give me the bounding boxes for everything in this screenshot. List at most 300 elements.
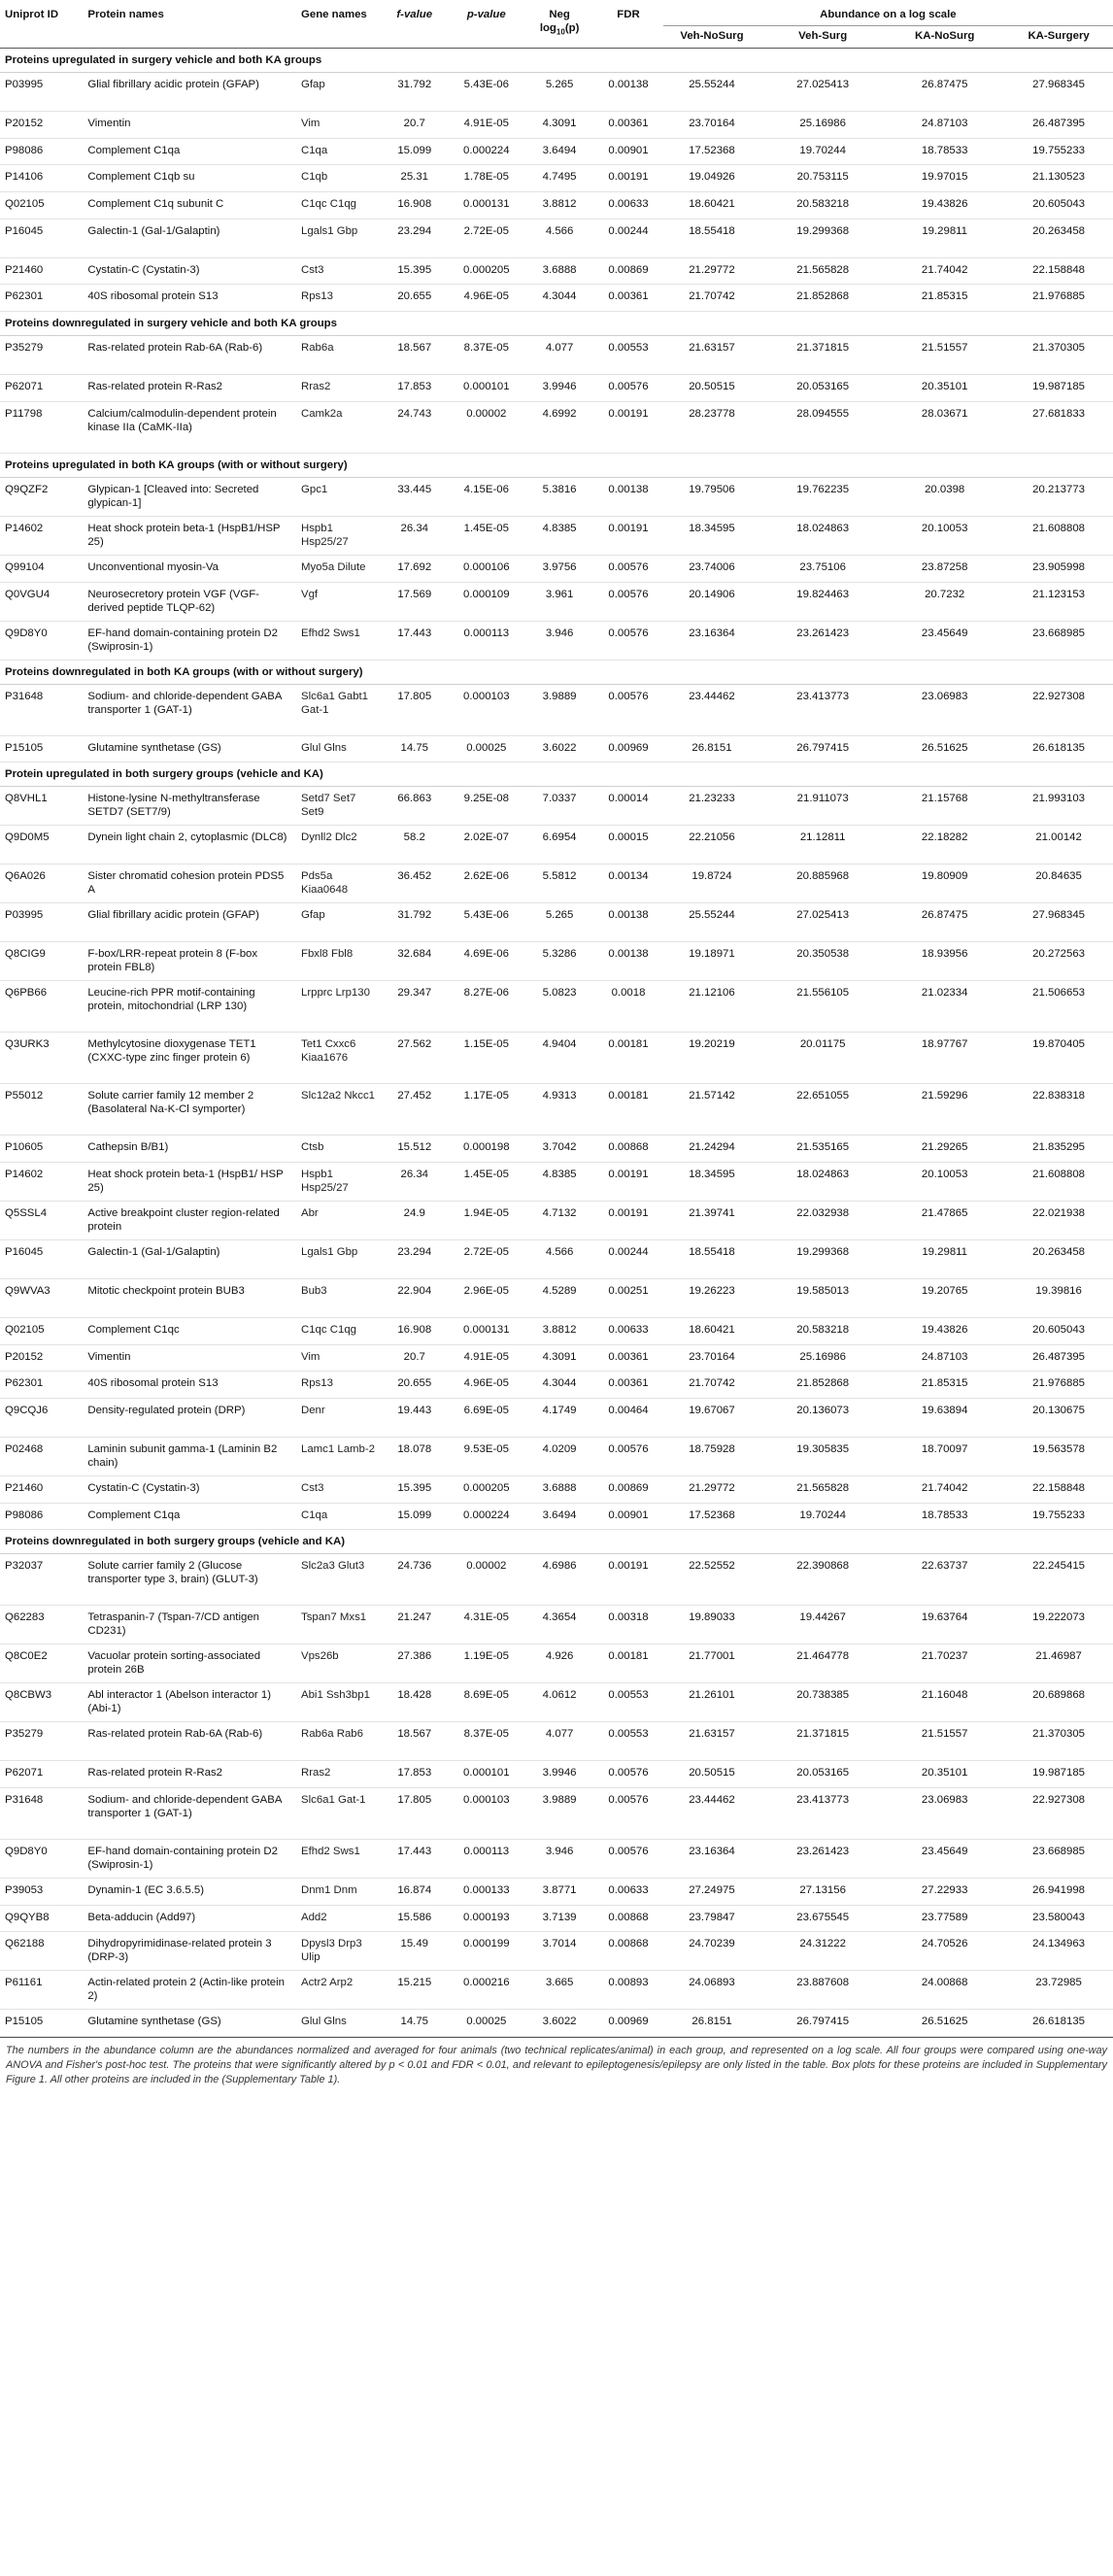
cell-fdr: 0.00318 [593,1606,663,1644]
table-row [0,1162,1113,1201]
table-body [0,49,1113,2037]
cell-uniprot-id: P16045 [0,1239,83,1278]
table-row [0,1644,1113,1683]
cell-veh-nosurg: 20.50515 [663,1761,760,1788]
cell-p-value: 0.000199 [448,1932,525,1971]
cell-ka-surgery: 21.370305 [1004,1722,1113,1761]
cell-p-value: 4.31E-05 [448,1606,525,1644]
cell-veh-surg: 20.136073 [760,1398,885,1437]
cell-ka-nosurg: 19.29811 [885,1239,1004,1278]
cell-gene-names: Vim [296,1344,382,1372]
cell-p-value: 0.000106 [448,555,525,582]
cell-ka-surgery: 26.618135 [1004,2010,1113,2037]
cell-neg-log-p: 3.946 [525,621,593,660]
cell-uniprot-id: Q8CBW3 [0,1683,83,1722]
cell-fdr: 0.00576 [593,621,663,660]
table-row [0,112,1113,139]
cell-gene-names: Lgals1 Gbp [296,219,382,257]
cell-fdr: 0.00576 [593,1761,663,1788]
cell-ka-surgery: 23.580043 [1004,1905,1113,1932]
cell-neg-log-p: 3.8812 [525,1317,593,1344]
cell-neg-log-p: 3.6494 [525,1503,593,1530]
cell-fdr: 0.00181 [593,1644,663,1683]
header-uniprot: Uniprot ID [5,9,59,20]
cell-ka-surgery: 19.39816 [1004,1278,1113,1317]
cell-gene-names: Abr [296,1201,382,1239]
cell-protein-name: Galectin-1 (Gal-1/Galaptin) [83,1239,296,1278]
table-row [0,516,1113,555]
cell-ka-nosurg: 20.10053 [885,1162,1004,1201]
cell-f-value: 58.2 [382,826,448,864]
table-row [0,582,1113,621]
cell-ka-nosurg: 18.93956 [885,942,1004,981]
cell-gene-names: Tspan7 Mxs1 [296,1606,382,1644]
cell-protein-name: Ras-related protein R-Ras2 [83,375,296,402]
cell-gene-names: Lamc1 Lamb-2 [296,1437,382,1475]
cell-f-value: 17.853 [382,1761,448,1788]
cell-protein-name: EF-hand domain-containing protein D2 (Swiprosin-1) [83,1840,296,1879]
cell-fdr: 0.00244 [593,1239,663,1278]
cell-fdr: 0.00015 [593,826,663,864]
cell-uniprot-id: P35279 [0,1722,83,1761]
cell-ka-surgery: 21.608808 [1004,1162,1113,1201]
table-row [0,138,1113,165]
cell-ka-nosurg: 22.63737 [885,1554,1004,1606]
cell-ka-nosurg: 21.16048 [885,1683,1004,1722]
cell-uniprot-id: P16045 [0,219,83,257]
cell-ka-nosurg: 18.70097 [885,1437,1004,1475]
cell-fdr: 0.00868 [593,1135,663,1163]
cell-veh-nosurg: 17.52368 [663,138,760,165]
cell-veh-surg: 20.753115 [760,165,885,192]
cell-ka-nosurg: 24.00868 [885,1971,1004,2010]
cell-f-value: 14.75 [382,735,448,763]
cell-ka-nosurg: 23.45649 [885,1840,1004,1879]
cell-protein-name: Methylcytosine dioxygenase TET1 (CXXC-type zinc finger protein 6) [83,1033,296,1084]
cell-ka-surgery: 22.021938 [1004,1201,1113,1239]
cell-neg-log-p: 4.7495 [525,165,593,192]
cell-fdr: 0.00191 [593,1201,663,1239]
cell-protein-name: Cystatin-C (Cystatin-3) [83,257,296,285]
cell-gene-names: Lrpprc Lrp130 [296,981,382,1033]
cell-veh-surg: 25.16986 [760,112,885,139]
section-header [0,49,1113,73]
cell-veh-nosurg: 21.29772 [663,1475,760,1503]
cell-fdr: 0.00633 [593,1317,663,1344]
cell-ka-nosurg: 21.74042 [885,1475,1004,1503]
cell-gene-names: Setd7 Set7 Set9 [296,787,382,826]
cell-fdr: 0.00969 [593,2010,663,2037]
cell-veh-nosurg: 17.52368 [663,1503,760,1530]
section-title: Proteins downregulated in both KA groups (with or without surgery) [0,660,1113,684]
cell-uniprot-id: Q9CQJ6 [0,1398,83,1437]
cell-f-value: 15.395 [382,1475,448,1503]
cell-ka-nosurg: 21.74042 [885,257,1004,285]
cell-f-value: 24.736 [382,1554,448,1606]
cell-veh-surg: 21.911073 [760,787,885,826]
cell-veh-nosurg: 18.75928 [663,1437,760,1475]
cell-ka-surgery: 20.84635 [1004,864,1113,903]
cell-fdr: 0.00014 [593,787,663,826]
cell-veh-surg: 19.305835 [760,1437,885,1475]
cell-ka-surgery: 19.987185 [1004,375,1113,402]
cell-p-value: 0.00025 [448,735,525,763]
cell-p-value: 0.000103 [448,1788,525,1840]
cell-f-value: 33.445 [382,477,448,516]
cell-ka-nosurg: 20.0398 [885,477,1004,516]
table-row [0,1135,1113,1163]
cell-veh-nosurg: 18.60421 [663,192,760,220]
cell-ka-nosurg: 21.47865 [885,1201,1004,1239]
cell-ka-surgery: 27.968345 [1004,903,1113,942]
cell-neg-log-p: 4.5289 [525,1278,593,1317]
cell-veh-surg: 19.762235 [760,477,885,516]
cell-veh-nosurg: 22.52552 [663,1554,760,1606]
cell-veh-surg: 20.583218 [760,1317,885,1344]
cell-protein-name: Dihydropyrimidinase-related protein 3 (DRP-3) [83,1932,296,1971]
cell-fdr: 0.0018 [593,981,663,1033]
cell-ka-surgery: 21.46987 [1004,1644,1113,1683]
cell-veh-nosurg: 23.74006 [663,555,760,582]
cell-fdr: 0.00553 [593,1683,663,1722]
cell-ka-nosurg: 23.06983 [885,1788,1004,1840]
cell-neg-log-p: 4.7132 [525,1201,593,1239]
cell-veh-nosurg: 18.55418 [663,1239,760,1278]
table-row [0,1905,1113,1932]
cell-p-value: 0.000131 [448,192,525,220]
cell-ka-surgery: 19.755233 [1004,1503,1113,1530]
cell-protein-name: Complement C1qa [83,138,296,165]
cell-veh-surg: 23.887608 [760,1971,885,2010]
cell-gene-names: Slc2a3 Glut3 [296,1554,382,1606]
table-row [0,1437,1113,1475]
table-row [0,1475,1113,1503]
cell-neg-log-p: 3.961 [525,582,593,621]
cell-gene-names: Hspb1 Hsp25/27 [296,516,382,555]
cell-ka-surgery: 19.987185 [1004,1761,1113,1788]
cell-veh-nosurg: 25.55244 [663,73,760,112]
cell-fdr: 0.00138 [593,477,663,516]
cell-f-value: 20.655 [382,1372,448,1399]
cell-gene-names: Myo5a Dilute [296,555,382,582]
cell-veh-surg: 23.261423 [760,1840,885,1879]
cell-uniprot-id: Q9D8Y0 [0,621,83,660]
cell-ka-surgery: 19.563578 [1004,1437,1113,1475]
header-pvalue: p-value [466,9,506,20]
cell-f-value: 36.452 [382,864,448,903]
cell-f-value: 31.792 [382,903,448,942]
cell-neg-log-p: 4.077 [525,1722,593,1761]
cell-p-value: 1.78E-05 [448,165,525,192]
cell-ka-nosurg: 19.63764 [885,1606,1004,1644]
cell-f-value: 25.31 [382,165,448,192]
cell-p-value: 9.25E-08 [448,787,525,826]
cell-p-value: 8.37E-05 [448,336,525,375]
cell-veh-surg: 21.371815 [760,1722,885,1761]
cell-p-value: 0.000216 [448,1971,525,2010]
cell-ka-surgery: 20.605043 [1004,192,1113,220]
cell-fdr: 0.00553 [593,336,663,375]
cell-fdr: 0.00138 [593,73,663,112]
header-ka-surgery: KA-Surgery [1004,26,1113,49]
cell-p-value: 6.69E-05 [448,1398,525,1437]
cell-uniprot-id: Q02105 [0,1317,83,1344]
cell-uniprot-id: P02468 [0,1437,83,1475]
cell-f-value: 27.386 [382,1644,448,1683]
table-row [0,477,1113,516]
cell-f-value: 20.655 [382,285,448,312]
cell-uniprot-id: P14602 [0,516,83,555]
cell-uniprot-id: Q8CIG9 [0,942,83,981]
cell-gene-names: C1qb [296,165,382,192]
cell-fdr: 0.00138 [593,942,663,981]
cell-neg-log-p: 3.6888 [525,257,593,285]
cell-protein-name: Vimentin [83,1344,296,1372]
cell-f-value: 16.874 [382,1879,448,1906]
cell-gene-names: Cst3 [296,257,382,285]
cell-veh-nosurg: 19.04926 [663,165,760,192]
cell-p-value: 0.000113 [448,1840,525,1879]
cell-f-value: 16.908 [382,1317,448,1344]
cell-f-value: 15.586 [382,1905,448,1932]
cell-ka-surgery: 20.689868 [1004,1683,1113,1722]
cell-protein-name: F-box/LRR-repeat protein 8 (F-box protein FBL8) [83,942,296,981]
cell-ka-surgery: 20.213773 [1004,477,1113,516]
cell-f-value: 66.863 [382,787,448,826]
cell-p-value: 2.72E-05 [448,219,525,257]
cell-neg-log-p: 4.1749 [525,1398,593,1437]
cell-ka-nosurg: 22.18282 [885,826,1004,864]
cell-neg-log-p: 4.6992 [525,401,593,453]
table-row [0,735,1113,763]
cell-veh-surg: 20.738385 [760,1683,885,1722]
cell-veh-surg: 20.885968 [760,864,885,903]
cell-uniprot-id: Q9WVA3 [0,1278,83,1317]
table-row [0,375,1113,402]
cell-protein-name: Complement C1qc [83,1317,296,1344]
cell-fdr: 0.00191 [593,165,663,192]
cell-ka-surgery: 21.976885 [1004,285,1113,312]
cell-ka-surgery: 22.927308 [1004,684,1113,735]
cell-f-value: 14.75 [382,2010,448,2037]
cell-p-value: 1.15E-05 [448,1033,525,1084]
cell-ka-nosurg: 23.45649 [885,621,1004,660]
table-row [0,1879,1113,1906]
cell-f-value: 23.294 [382,219,448,257]
cell-uniprot-id: P39053 [0,1879,83,1906]
cell-veh-surg: 26.797415 [760,2010,885,2037]
cell-neg-log-p: 4.0209 [525,1437,593,1475]
cell-gene-names: C1qa [296,1503,382,1530]
cell-ka-surgery: 23.668985 [1004,621,1113,660]
cell-ka-surgery: 24.134963 [1004,1932,1113,1971]
cell-veh-nosurg: 19.67067 [663,1398,760,1437]
table-row [0,2010,1113,2037]
table-row [0,1201,1113,1239]
cell-protein-name: Complement C1qa [83,1503,296,1530]
cell-ka-nosurg: 21.51557 [885,336,1004,375]
cell-ka-nosurg: 18.97767 [885,1033,1004,1084]
cell-gene-names: Dpysl3 Drp3 Ulip [296,1932,382,1971]
cell-uniprot-id: P03995 [0,903,83,942]
cell-ka-surgery: 21.835295 [1004,1135,1113,1163]
cell-neg-log-p: 4.077 [525,336,593,375]
cell-fdr: 0.00191 [593,1162,663,1201]
cell-protein-name: Cathepsin B/B1) [83,1135,296,1163]
cell-p-value: 0.000205 [448,257,525,285]
cell-veh-surg: 21.12811 [760,826,885,864]
table-row [0,1503,1113,1530]
cell-ka-nosurg: 24.70526 [885,1932,1004,1971]
cell-fdr: 0.00251 [593,1278,663,1317]
cell-veh-surg: 20.053165 [760,1761,885,1788]
cell-p-value: 0.000193 [448,1905,525,1932]
cell-veh-nosurg: 21.29772 [663,257,760,285]
cell-fdr: 0.00576 [593,375,663,402]
cell-f-value: 27.562 [382,1033,448,1084]
cell-veh-surg: 22.651055 [760,1084,885,1135]
cell-protein-name: Heat shock protein beta-1 (HspB1/HSP 25) [83,516,296,555]
cell-uniprot-id: P10605 [0,1135,83,1163]
cell-uniprot-id: P62071 [0,375,83,402]
cell-uniprot-id: Q5SSL4 [0,1201,83,1239]
cell-p-value: 2.96E-05 [448,1278,525,1317]
cell-p-value: 9.53E-05 [448,1437,525,1475]
cell-p-value: 0.00002 [448,1554,525,1606]
cell-veh-surg: 19.824463 [760,582,885,621]
cell-protein-name: 40S ribosomal protein S13 [83,1372,296,1399]
cell-neg-log-p: 5.3816 [525,477,593,516]
cell-ka-nosurg: 26.51625 [885,735,1004,763]
cell-veh-surg: 24.31222 [760,1932,885,1971]
cell-p-value: 0.000131 [448,1317,525,1344]
cell-protein-name: Vimentin [83,112,296,139]
table-row [0,336,1113,375]
table-row [0,285,1113,312]
cell-gene-names: Rab6a Rab6 [296,1722,382,1761]
cell-gene-names: Cst3 [296,1475,382,1503]
cell-uniprot-id: P20152 [0,112,83,139]
cell-protein-name: Dynamin-1 (EC 3.6.5.5) [83,1879,296,1906]
cell-f-value: 17.853 [382,375,448,402]
cell-protein-name: Sodium- and chloride-dependent GABA transporter 1 (GAT-1) [83,684,296,735]
cell-veh-nosurg: 21.23233 [663,787,760,826]
cell-protein-name: Sister chromatid cohesion protein PDS5 A [83,864,296,903]
cell-p-value: 8.69E-05 [448,1683,525,1722]
cell-protein-name: Calcium/calmodulin-dependent protein kinase IIa (CaMK-IIa) [83,401,296,453]
header-ka-nosurg: KA-NoSurg [885,26,1004,49]
cell-protein-name: Laminin subunit gamma-1 (Laminin B2 chain) [83,1437,296,1475]
cell-fdr: 0.00361 [593,285,663,312]
cell-veh-surg: 25.16986 [760,1344,885,1372]
cell-protein-name: Glutamine synthetase (GS) [83,2010,296,2037]
cell-uniprot-id: P15105 [0,735,83,763]
cell-veh-nosurg: 28.23778 [663,401,760,453]
cell-neg-log-p: 4.3654 [525,1606,593,1644]
cell-p-value: 0.000101 [448,375,525,402]
cell-f-value: 17.805 [382,684,448,735]
cell-protein-name: Glypican-1 [Cleaved into: Secreted glypican-1] [83,477,296,516]
cell-uniprot-id: Q99104 [0,555,83,582]
cell-veh-nosurg: 22.21056 [663,826,760,864]
cell-fdr: 0.00191 [593,401,663,453]
cell-gene-names: Vps26b [296,1644,382,1683]
cell-f-value: 27.452 [382,1084,448,1135]
cell-neg-log-p: 3.7042 [525,1135,593,1163]
table-row [0,165,1113,192]
cell-protein-name: Sodium- and chloride-dependent GABA transporter 1 (GAT-1) [83,1788,296,1840]
cell-veh-nosurg: 18.60421 [663,1317,760,1344]
cell-neg-log-p: 3.7014 [525,1932,593,1971]
cell-veh-surg: 21.535165 [760,1135,885,1163]
cell-p-value: 4.69E-06 [448,942,525,981]
cell-veh-nosurg: 21.12106 [663,981,760,1033]
cell-uniprot-id: P11798 [0,401,83,453]
cell-ka-surgery: 22.927308 [1004,1788,1113,1840]
cell-gene-names: Rps13 [296,1372,382,1399]
cell-ka-nosurg: 26.87475 [885,73,1004,112]
cell-veh-surg: 19.70244 [760,138,885,165]
cell-f-value: 32.684 [382,942,448,981]
cell-neg-log-p: 4.3091 [525,1344,593,1372]
cell-protein-name: Mitotic checkpoint protein BUB3 [83,1278,296,1317]
cell-veh-surg: 21.464778 [760,1644,885,1683]
cell-ka-nosurg: 19.63894 [885,1398,1004,1437]
cell-neg-log-p: 3.6022 [525,735,593,763]
cell-veh-nosurg: 23.44462 [663,684,760,735]
cell-veh-surg: 27.025413 [760,903,885,942]
header-protein: Protein names [87,9,164,20]
cell-uniprot-id: Q8VHL1 [0,787,83,826]
cell-f-value: 20.7 [382,112,448,139]
cell-uniprot-id: P21460 [0,1475,83,1503]
cell-neg-log-p: 3.9946 [525,1761,593,1788]
cell-p-value: 0.000224 [448,1503,525,1530]
cell-uniprot-id: P35279 [0,336,83,375]
cell-ka-nosurg: 28.03671 [885,401,1004,453]
cell-p-value: 0.000103 [448,684,525,735]
cell-veh-surg: 20.350538 [760,942,885,981]
cell-uniprot-id: Q6PB66 [0,981,83,1033]
cell-p-value: 0.000205 [448,1475,525,1503]
cell-ka-nosurg: 26.51625 [885,2010,1004,2037]
table-row [0,1084,1113,1135]
cell-f-value: 15.512 [382,1135,448,1163]
cell-veh-surg: 21.371815 [760,336,885,375]
cell-ka-surgery: 27.681833 [1004,401,1113,453]
cell-neg-log-p: 3.9756 [525,555,593,582]
cell-neg-log-p: 7.0337 [525,787,593,826]
cell-neg-log-p: 4.8385 [525,1162,593,1201]
cell-uniprot-id: Q9D0M5 [0,826,83,864]
cell-ka-surgery: 21.976885 [1004,1372,1113,1399]
cell-gene-names: Rab6a [296,336,382,375]
cell-veh-surg: 19.44267 [760,1606,885,1644]
cell-f-value: 18.428 [382,1683,448,1722]
cell-ka-surgery: 21.123153 [1004,582,1113,621]
cell-p-value: 4.91E-05 [448,1344,525,1372]
cell-ka-surgery: 21.370305 [1004,336,1113,375]
table-row [0,1278,1113,1317]
cell-veh-nosurg: 21.77001 [663,1644,760,1683]
cell-veh-surg: 23.413773 [760,684,885,735]
cell-fdr: 0.00361 [593,1344,663,1372]
cell-fdr: 0.00464 [593,1398,663,1437]
cell-f-value: 18.567 [382,1722,448,1761]
cell-neg-log-p: 3.665 [525,1971,593,2010]
cell-gene-names: Dynll2 Dlc2 [296,826,382,864]
table-row [0,401,1113,453]
